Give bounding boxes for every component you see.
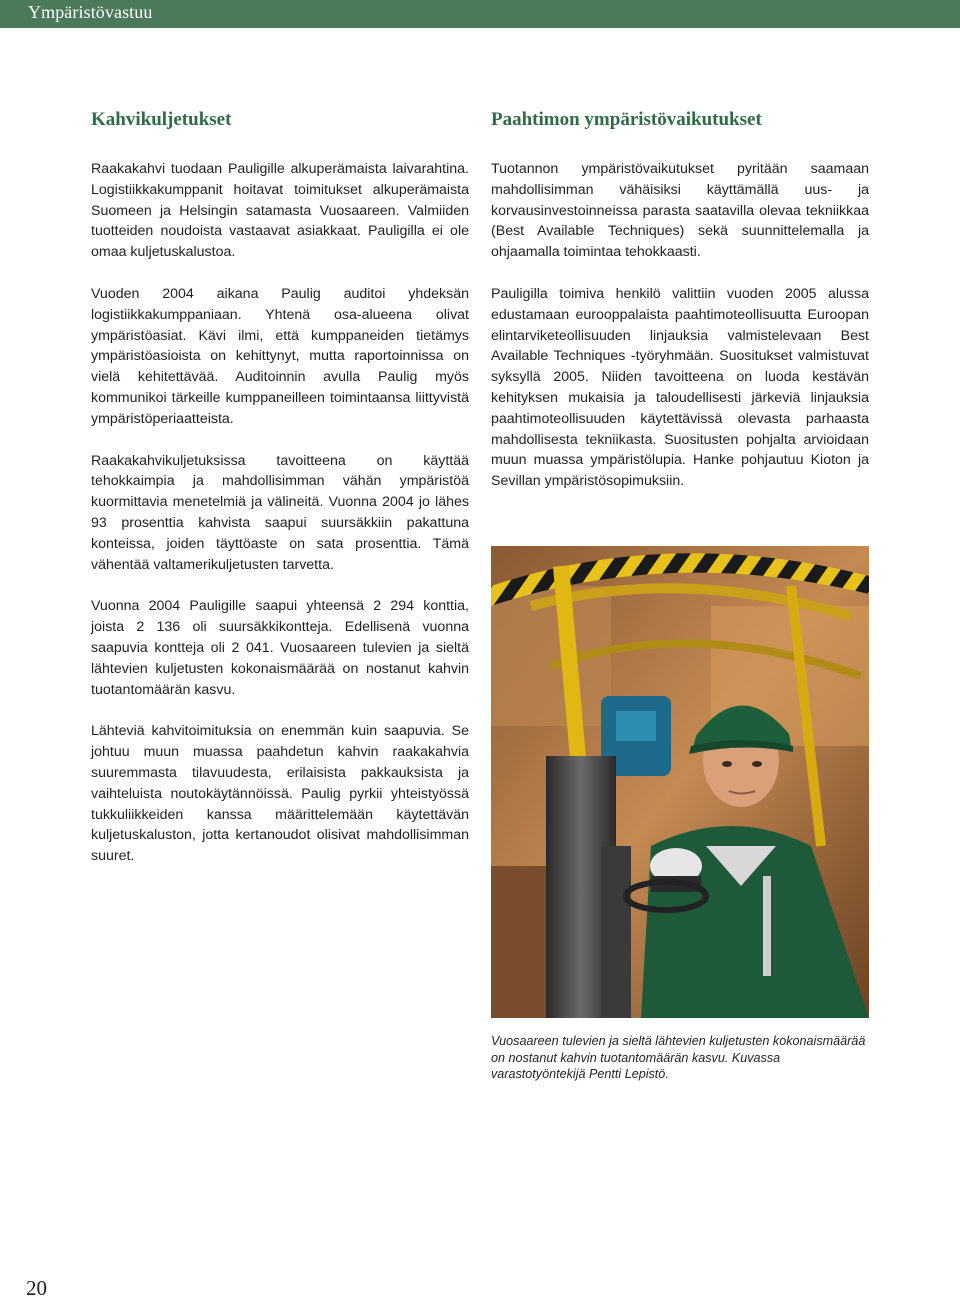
- paragraph: Lähteviä kahvitoimituksia on enemmän kuin saapuvia. Se johtuu muun muassa paahdetun kahvin raakakahvia suuremmasta tilavuudesta, erilaisista pakkauksista ja vaihteluista noutokäytännöissä. Paulig pyrkii yhteistyössä tukkuliikkeiden kanssa määrittelemään käytettävän kuljetuskaluston, jotta kertanoudot olisivat mahdollisimman suuret.: [91, 723, 469, 865]
- paragraph: Raakakahvi tuodaan Pauligille alkuperämaista laivarahtina. Logistiikkakumppanit hoitavat toimitukset alkuperämaista Suomeen ja Helsingin satamasta Vuosaareen. Valmiiden tuotteiden noudoista vastaavat asiakkaat. Pauligilla ei ole omaa kuljetuskalustoa.: [91, 161, 469, 261]
- paragraph: Vuoden 2004 aikana Paulig auditoi yhdeksän logistiikkakumppaniaan. Yhtenä osa-alueena olivat ympäristöasiat. Kävi ilmi, että kumppaneiden tietämys ympäristöasioista on kehittynyt, mutta raportoinnissa on vielä kehitettävää. Auditoinnin avulla Paulig myös kommunikoi tärkeille kumppaneilleen toimintaansa liittyvistä ympäristöperiaatteista.: [91, 285, 469, 427]
- forklift-photo: [491, 546, 869, 1018]
- heading-paahtimon-ymparistovaikutukset: Paahtimon ympäristövaikutukset: [491, 109, 762, 130]
- page-number: 20: [26, 1276, 47, 1300]
- left-column: [91, 108, 469, 888]
- heading-kahvikuljetukset: Kahvikuljetukset: [91, 109, 232, 130]
- paragraph: Vuonna 2004 Pauligille saapui yhteensä 2 294 konttia, joista 2 136 oli suursäkkikontteja. Edellisenä vuonna saapuvia kontteja oli 2 041. Vuosaareen tulevien ja sieltä lähtevien kuljetusten kokonaismäärää on nostanut kahvin tuotantomäärän kasvu.: [91, 598, 469, 698]
- paragraph: Raakakahvikuljetuksissa tavoitteena on käyttää tehokkaimpia ja mahdollisimman vähän ympäristöä kuormittavia menetelmiä ja välineitä. Vuonna 2004 jo lähes 93 prosenttia kahvista saapui suursäkkiin pakattuna konteissa, joiden täyttöaste on sata prosenttia. Tämä vähentää valtamerikuljetusten tarvetta.: [91, 452, 469, 573]
- paragraph: Tuotannon ympäristövaikutukset pyritään saamaan mahdollisimman vähäisiksi käyttämällä uus- ja korvausinvestoinneissa parasta saatavilla olevaa tekniikkaa (Best Available Techniques) sekä suunnittelemalla ja ohjaamalla toimintaa tehokkaasti.: [491, 161, 869, 261]
- forklift-operator-illustration: [491, 546, 869, 1018]
- photo-caption: Vuosaareen tulevien ja sieltä lähtevien kuljetusten kokonaismäärää on nostanut kahvin tuotantomäärän kasvu. Kuvassa varastotyöntekijä Pentti Lepistö.: [491, 1034, 866, 1081]
- paragraph: Pauligilla toimiva henkilö valittiin vuoden 2005 alussa edustamaan eurooppalaista paahtimoteollisuutta Euroopan elintarviketeollisuuden linjauksia valmistelevaan Best Available Techniques -työryhmään. Suositukset valmistuvat syksyllä 2005. Niiden tavoitteena on luoda kestävän kehityksen mukaisia ja taloudellisesti järkeviä linjauksia paahtimoteollisuuden käytettävissä olevasta parhaasta mahdollisesta tekniikasta. Suositusten pohjalta arvioidaan muun muassa ympäristölupia. Hanke pohjautuu Kioton ja Sevillan ympäristösopimuksiin.: [491, 285, 869, 490]
- header-bar: [0, 0, 960, 28]
- right-column: [491, 108, 869, 513]
- section-title: Ympäristövastuu: [28, 2, 153, 22]
